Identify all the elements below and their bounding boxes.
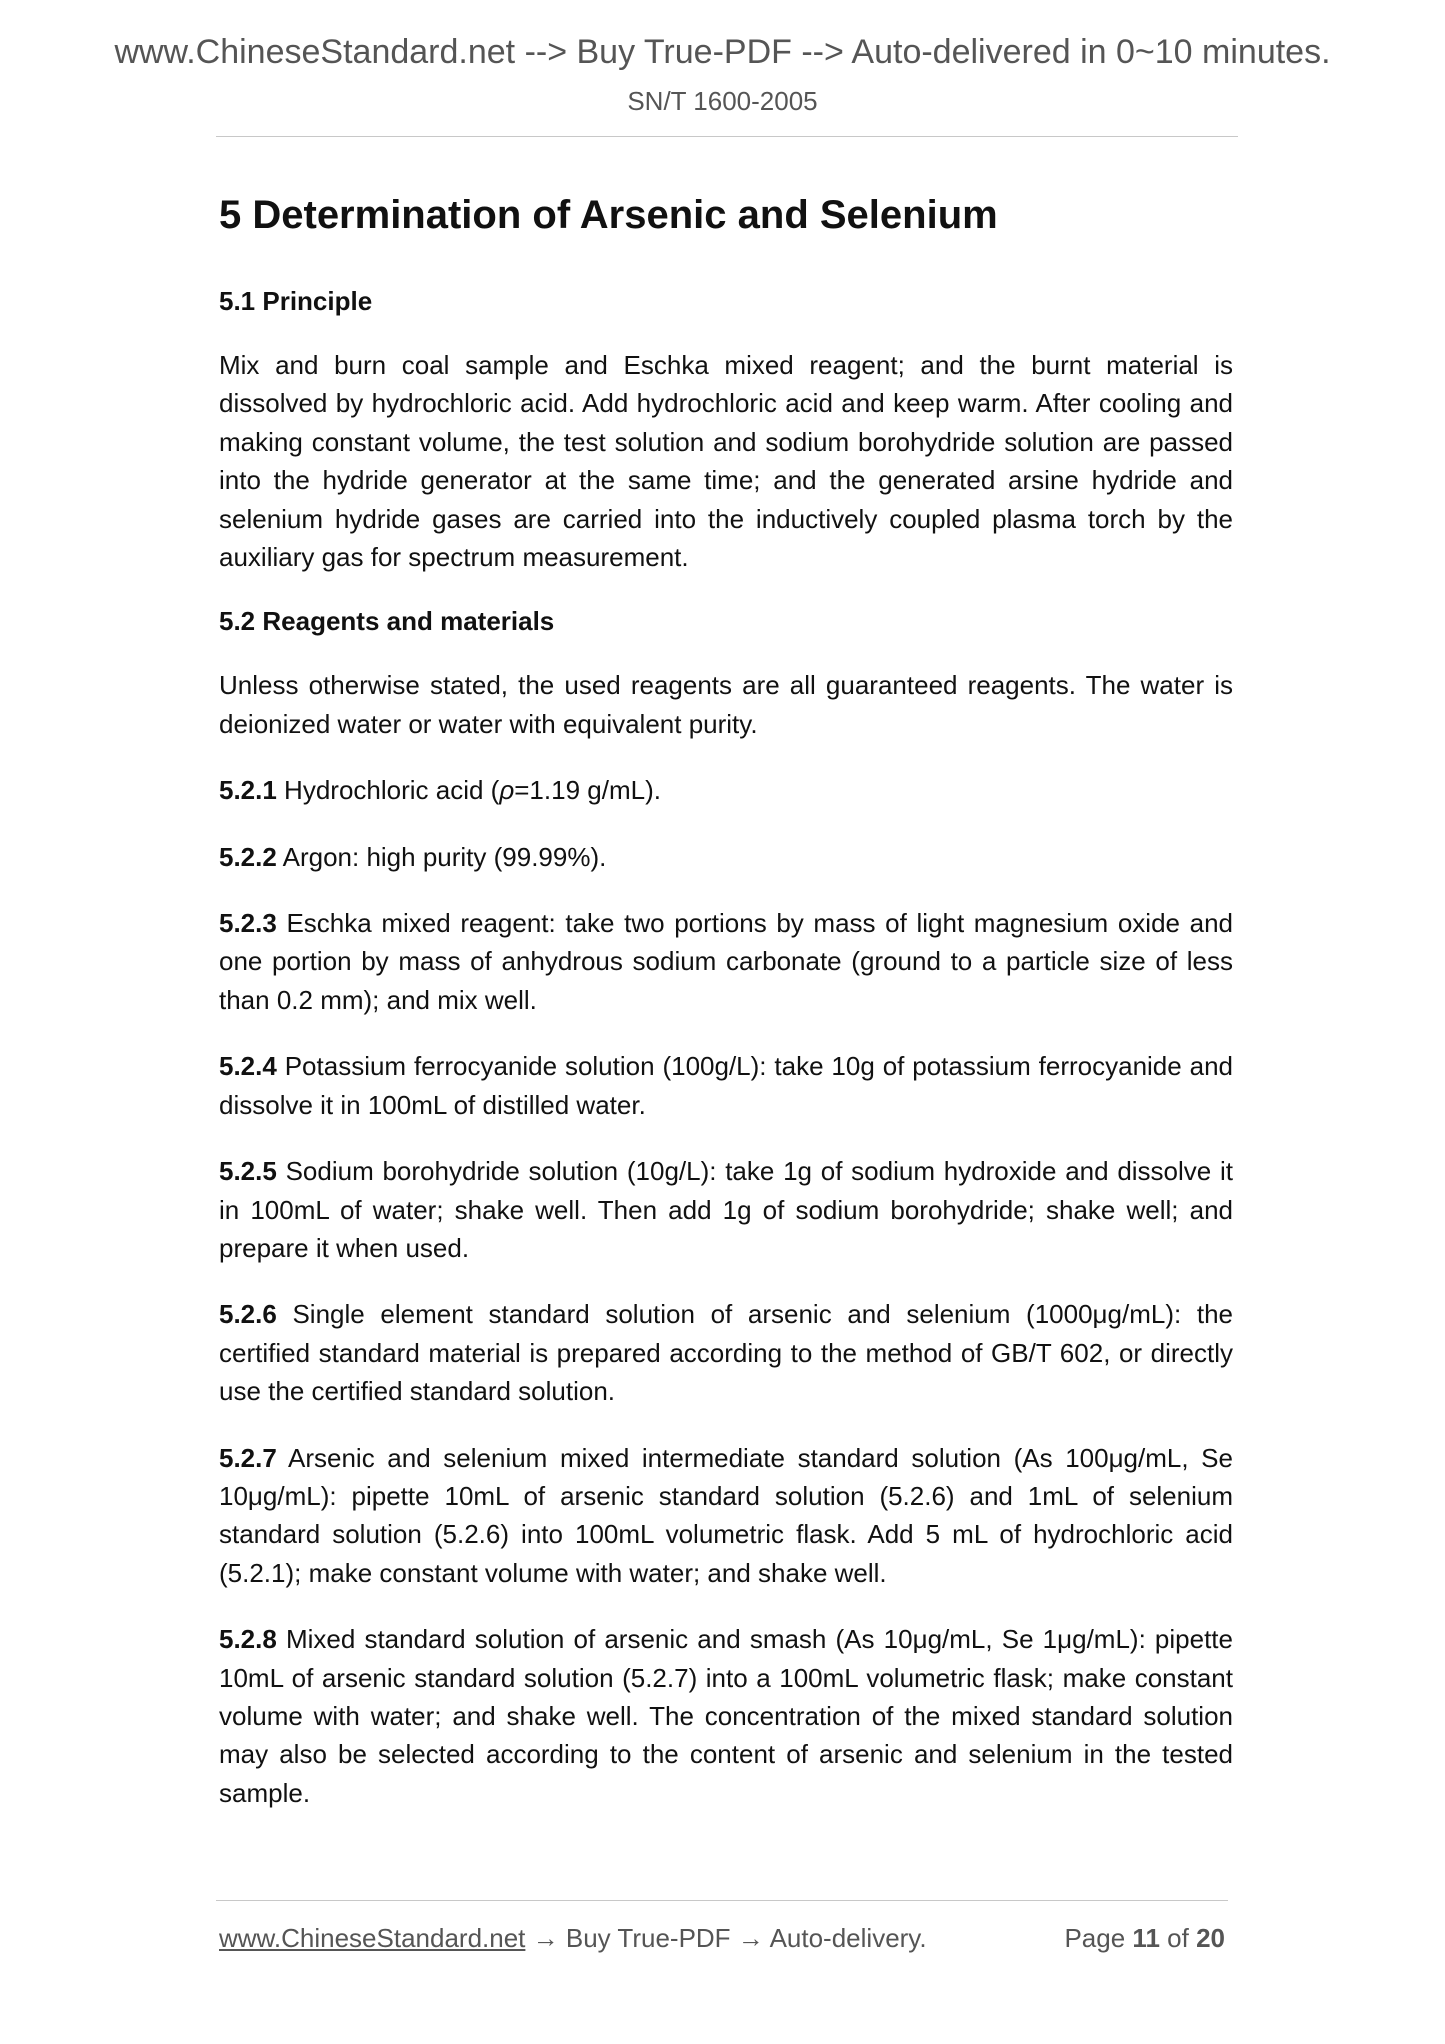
clause-text: Eschka mixed reagent: take two portions by mass of light magnesium oxide and one portion by mass of anhydrous sodium carbonate (ground to a particle size of less than 0.2 mm); and mix well. (219, 908, 1233, 1015)
clause-number: 5.2.2 (219, 841, 277, 872)
clause-text: Potassium ferrocyanide solution (100g/L): take 10g of potassium ferrocyanide and dissolve it in 100mL of distilled water. (219, 1051, 1233, 1120)
clause-5-2-8 (219, 1620, 1233, 1812)
principle-text: Mix and burn coal sample and Eschka mixed reagent; and the burnt material is dissolved by hydrochloric acid. Add hydrochloric acid and keep warm. After cooling and making constant volume, the test solution and sodium borohydride solution are passed into the hydride generator at the same time; and the generated arsine hydride and selenium hydride gases are carried into the inductively coupled plasma torch by the auxiliary gas for spectrum measurement. (219, 350, 1233, 573)
page-current: 11 (1132, 1923, 1160, 1953)
rho-symbol: ρ (499, 775, 515, 806)
clause-5-2-7 (219, 1439, 1233, 1593)
clause-5-2-5 (219, 1152, 1233, 1267)
clause-5-2-6 (219, 1295, 1233, 1410)
clause-5-2-1 (219, 771, 1233, 809)
page-footer (219, 1918, 1231, 1958)
reagents-intro: Unless otherwise stated, the used reagents are all guaranteed reagents. The water is deionized water or water with equivalent purity. (219, 670, 1233, 739)
document-number: SN/T 1600-2005 (627, 86, 818, 116)
clause-text: Single element standard solution of arsenic and selenium (1000μg/mL): the certified standard material is prepared according to the method of GB/T 602, or directly use the certified standard solution. (219, 1299, 1233, 1407)
clause-text: Mixed standard solution of arsenic and smash (As 10μg/mL, Se 1μg/mL): pipette 10mL of arsenic standard solution (5.2.7) into a 100mL volumetric flask; make constant volume with water; and shake well. The concentration of the mixed standard solution may also be selected according to the content of arsenic and selenium in the tested sample. (219, 1624, 1233, 1808)
page-label: Page (1064, 1923, 1126, 1953)
footer-divider (216, 1900, 1228, 1901)
header-divider (216, 136, 1238, 137)
page-indicator (1064, 1918, 1225, 1958)
reagents-heading: 5.2 Reagents and materials (219, 606, 555, 637)
footer-promo (219, 1918, 927, 1958)
principle-heading: 5.1 Principle (219, 286, 373, 316)
clause-number: 5.2.7 (219, 1442, 277, 1473)
clause-number: 5.2.5 (219, 1156, 277, 1187)
footer-tagline: → Buy True-PDF → Auto-delivery. (525, 1923, 927, 1953)
of-label: of (1167, 1923, 1189, 1953)
clause-text: Sodium borohydride solution (10g/L): take 1g of sodium hydroxide and dissolve it in 100mL of water; shake well. Then add 1g of sodium borohydride; shake well; and prepare it when used. (219, 1156, 1233, 1263)
clause-number: 5.2.4 (219, 1051, 277, 1082)
clause-number: 5.2.3 (219, 908, 277, 939)
section-title: 5 Determination of Arsenic and Selenium (219, 193, 998, 237)
clause-text: =1.19 g/mL). (514, 775, 661, 806)
clause-5-2-4 (219, 1047, 1233, 1124)
clause-number: 5.2.8 (219, 1624, 277, 1655)
page-content (219, 190, 1233, 1840)
page-total: 20 (1196, 1923, 1225, 1953)
clause-number: 5.2.6 (219, 1299, 277, 1330)
header-banner: www.ChineseStandard.net --> Buy True-PDF --> Auto-delivered in 0~10 minutes. (114, 33, 1331, 71)
clause-5-2-3 (219, 904, 1233, 1019)
clause-5-2-2 (219, 838, 1233, 876)
clause-text: Arsenic and selenium mixed intermediate standard solution (As 100μg/mL, Se 10μg/mL): pipette 10mL of arsenic standard solution (5.2.6) and 1mL of selenium standard solution (5.2.6) into 100mL volumetric flask. Add 5 mL of hydrochloric acid (5.2.1); make constant volume with water; and shake well. (219, 1442, 1233, 1588)
clause-text: Hydrochloric acid ( (276, 775, 500, 806)
clause-text: Argon: high purity (99.99%). (276, 841, 607, 872)
footer-site-link[interactable]: www.ChineseStandard.net (219, 1923, 526, 1953)
clause-number: 5.2.1 (219, 775, 277, 806)
